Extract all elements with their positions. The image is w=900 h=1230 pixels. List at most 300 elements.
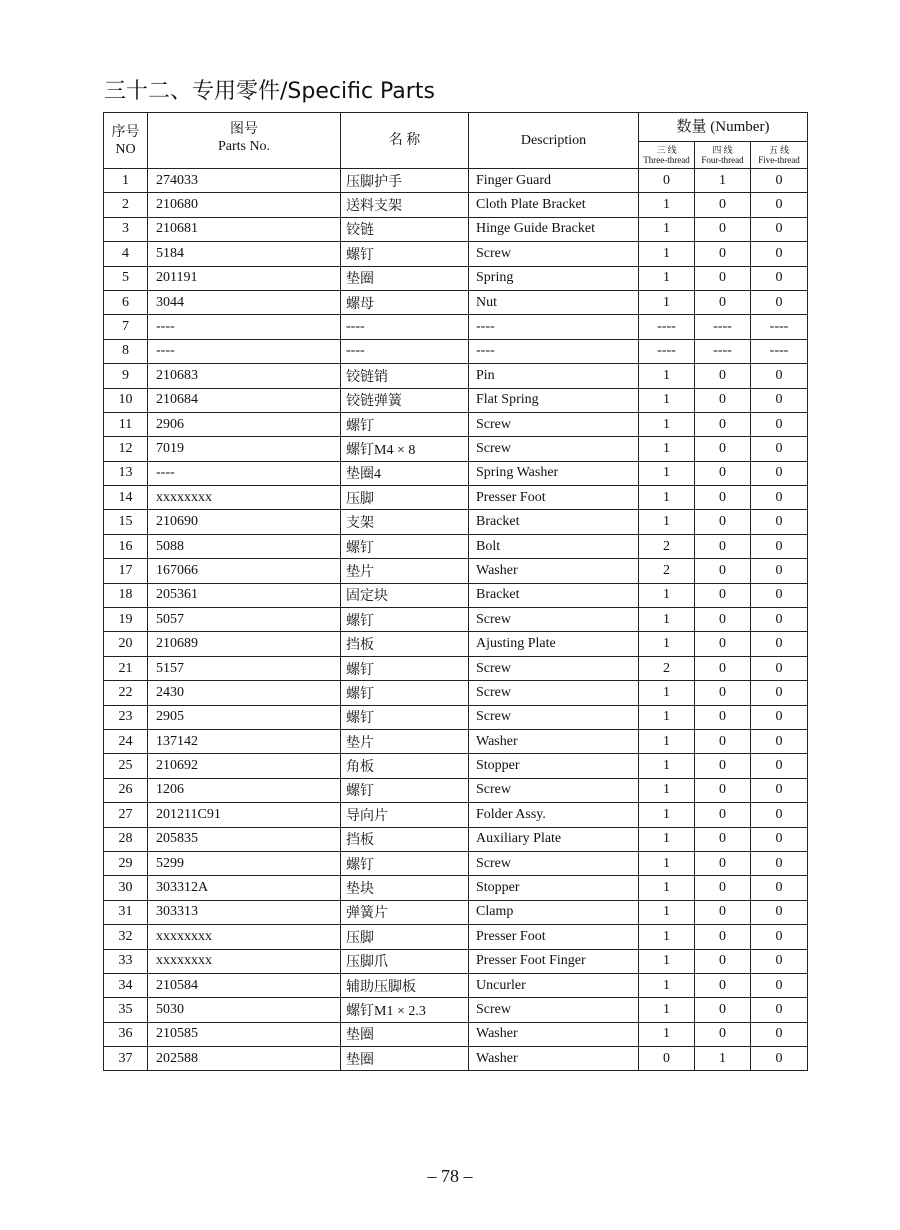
row-no: 11 [104, 412, 148, 436]
row-description: ---- [469, 315, 639, 339]
header-no-en: NO [115, 141, 136, 157]
row-description: Presser Foot [469, 486, 639, 510]
table-row [104, 510, 808, 534]
table-row [104, 608, 808, 632]
header-parts-no [148, 113, 341, 169]
row-part-no: 210680 [148, 193, 341, 217]
row-no: 4 [104, 242, 148, 266]
row-qty-three: 1 [639, 290, 695, 314]
row-description: Screw [469, 851, 639, 875]
header-five-thread [751, 142, 808, 169]
row-qty-three: 1 [639, 949, 695, 973]
row-qty-five: 0 [751, 656, 808, 680]
row-qty-three: 1 [639, 876, 695, 900]
row-qty-four: ---- [695, 339, 751, 363]
row-qty-five: 0 [751, 217, 808, 241]
row-qty-four: 0 [695, 729, 751, 753]
row-part-no: 2430 [148, 681, 341, 705]
row-no: 16 [104, 534, 148, 558]
row-name: 压脚 [341, 925, 469, 949]
header-no-cn: 序号 [111, 124, 140, 140]
row-part-no: 201191 [148, 266, 341, 290]
table-row [104, 729, 808, 753]
row-no: 15 [104, 510, 148, 534]
row-description: Finger Guard [469, 169, 639, 193]
row-qty-five: ---- [751, 315, 808, 339]
row-qty-three: 1 [639, 364, 695, 388]
page-title: 三十二、专用零件/Specific Parts [104, 79, 435, 104]
row-part-no: ---- [148, 461, 341, 485]
row-no: 36 [104, 1022, 148, 1046]
row-qty-four: 0 [695, 803, 751, 827]
header-four-thread [695, 142, 751, 169]
row-name: 挡板 [341, 827, 469, 851]
header-four-en: Four-thread [701, 155, 744, 165]
row-qty-five: 0 [751, 973, 808, 997]
row-name: 固定块 [341, 583, 469, 607]
row-description: Screw [469, 242, 639, 266]
table-row [104, 217, 808, 241]
row-qty-four: 0 [695, 388, 751, 412]
row-qty-three: 1 [639, 925, 695, 949]
row-name: 垫块 [341, 876, 469, 900]
row-qty-three: 1 [639, 437, 695, 461]
row-qty-four: 0 [695, 705, 751, 729]
row-qty-four: 0 [695, 827, 751, 851]
row-no: 5 [104, 266, 148, 290]
row-name: 支架 [341, 510, 469, 534]
row-name: 垫圈4 [341, 461, 469, 485]
row-qty-three: 1 [639, 583, 695, 607]
row-no: 32 [104, 925, 148, 949]
row-qty-five: 0 [751, 534, 808, 558]
row-qty-four: 1 [695, 169, 751, 193]
row-qty-four: 0 [695, 876, 751, 900]
row-no: 24 [104, 729, 148, 753]
row-qty-four: ---- [695, 315, 751, 339]
row-qty-five: 0 [751, 681, 808, 705]
row-qty-three: ---- [639, 339, 695, 363]
row-qty-five: 0 [751, 486, 808, 510]
row-no: 8 [104, 339, 148, 363]
header-description: Description [469, 113, 639, 169]
row-description: Screw [469, 608, 639, 632]
row-no: 19 [104, 608, 148, 632]
row-name: ---- [341, 339, 469, 363]
row-name: 螺钉 [341, 681, 469, 705]
table-row [104, 266, 808, 290]
table-row [104, 876, 808, 900]
row-description: Bracket [469, 583, 639, 607]
row-qty-five: 0 [751, 705, 808, 729]
row-qty-four: 0 [695, 851, 751, 875]
row-qty-four: 0 [695, 461, 751, 485]
row-qty-four: 0 [695, 778, 751, 802]
row-qty-five: 0 [751, 461, 808, 485]
table-row [104, 632, 808, 656]
row-name: 螺钉 [341, 412, 469, 436]
table-row [104, 559, 808, 583]
row-name: 螺钉 [341, 242, 469, 266]
row-description: Bracket [469, 510, 639, 534]
row-name: 垫圈 [341, 1022, 469, 1046]
row-qty-five: 0 [751, 925, 808, 949]
row-qty-five: 0 [751, 876, 808, 900]
row-no: 9 [104, 364, 148, 388]
row-name: 垫圈 [341, 266, 469, 290]
row-no: 25 [104, 754, 148, 778]
row-description: Washer [469, 559, 639, 583]
row-qty-three: 1 [639, 851, 695, 875]
row-name: 垫片 [341, 729, 469, 753]
row-name: 螺钉 [341, 656, 469, 680]
row-qty-five: 0 [751, 388, 808, 412]
table-row [104, 364, 808, 388]
row-qty-three: 1 [639, 803, 695, 827]
row-name: 铰链销 [341, 364, 469, 388]
row-part-no: 274033 [148, 169, 341, 193]
table-row [104, 900, 808, 924]
table-row [104, 998, 808, 1022]
row-description: Spring [469, 266, 639, 290]
row-qty-five: 0 [751, 242, 808, 266]
row-description: Screw [469, 656, 639, 680]
row-description: Hinge Guide Bracket [469, 217, 639, 241]
row-qty-three: 2 [639, 656, 695, 680]
row-description: Washer [469, 729, 639, 753]
table-row [104, 803, 808, 827]
row-no: 37 [104, 1047, 148, 1071]
row-qty-five: 0 [751, 169, 808, 193]
header-five-en: Five-thread [758, 155, 800, 165]
table-row [104, 290, 808, 314]
row-qty-three: 1 [639, 608, 695, 632]
row-qty-four: 0 [695, 242, 751, 266]
row-name: ---- [341, 315, 469, 339]
row-name: 垫片 [341, 559, 469, 583]
row-part-no: 210692 [148, 754, 341, 778]
row-description: Washer [469, 1022, 639, 1046]
row-qty-three: 1 [639, 998, 695, 1022]
row-qty-three: 1 [639, 486, 695, 510]
header-parts-en: Parts No. [217, 139, 271, 154]
row-qty-three: 2 [639, 534, 695, 558]
row-no: 18 [104, 583, 148, 607]
row-name: 导向片 [341, 803, 469, 827]
row-no: 27 [104, 803, 148, 827]
row-name: 螺钉M4 × 8 [341, 437, 469, 461]
row-no: 2 [104, 193, 148, 217]
row-no: 20 [104, 632, 148, 656]
row-description: Clamp [469, 900, 639, 924]
row-qty-three: 1 [639, 778, 695, 802]
row-qty-three: 1 [639, 461, 695, 485]
header-number: 数量 (Number) [639, 113, 808, 142]
row-no: 28 [104, 827, 148, 851]
row-qty-four: 0 [695, 949, 751, 973]
row-no: 26 [104, 778, 148, 802]
table-row [104, 242, 808, 266]
row-qty-five: 0 [751, 754, 808, 778]
row-no: 13 [104, 461, 148, 485]
row-description: Folder Assy. [469, 803, 639, 827]
row-part-no: 3044 [148, 290, 341, 314]
row-description: Washer [469, 1047, 639, 1071]
row-qty-five: 0 [751, 266, 808, 290]
row-qty-three: 1 [639, 900, 695, 924]
row-qty-four: 0 [695, 486, 751, 510]
row-qty-five: 0 [751, 851, 808, 875]
row-no: 17 [104, 559, 148, 583]
table-row [104, 1047, 808, 1071]
table-row [104, 315, 808, 339]
row-qty-five: 0 [751, 559, 808, 583]
row-qty-four: 0 [695, 193, 751, 217]
row-description: Auxiliary Plate [469, 827, 639, 851]
row-description: Spring Washer [469, 461, 639, 485]
row-name: 垫圈 [341, 1047, 469, 1071]
row-description: Screw [469, 778, 639, 802]
row-qty-three: ---- [639, 315, 695, 339]
row-part-no: 167066 [148, 559, 341, 583]
row-qty-three: 1 [639, 632, 695, 656]
row-part-no: 303312A [148, 876, 341, 900]
row-description: Bolt [469, 534, 639, 558]
row-name: 辅助压脚板 [341, 973, 469, 997]
row-no: 34 [104, 973, 148, 997]
row-part-no: 210585 [148, 1022, 341, 1046]
table-row [104, 1022, 808, 1046]
row-no: 7 [104, 315, 148, 339]
header-name: 名 称 [341, 113, 469, 169]
row-description: Pin [469, 364, 639, 388]
row-name: 螺钉 [341, 534, 469, 558]
parts-table [103, 112, 808, 1071]
row-qty-three: 1 [639, 412, 695, 436]
row-qty-four: 0 [695, 534, 751, 558]
row-qty-five: 0 [751, 290, 808, 314]
row-part-no: 210681 [148, 217, 341, 241]
row-qty-four: 0 [695, 510, 751, 534]
row-part-no: xxxxxxxx [148, 486, 341, 510]
row-part-no: 137142 [148, 729, 341, 753]
row-qty-four: 0 [695, 681, 751, 705]
row-part-no: 5030 [148, 998, 341, 1022]
row-description: Presser Foot Finger [469, 949, 639, 973]
row-qty-five: 0 [751, 437, 808, 461]
row-description: ---- [469, 339, 639, 363]
header-three-cn: 三 线 [656, 145, 677, 155]
row-qty-three: 0 [639, 1047, 695, 1071]
row-description: Screw [469, 705, 639, 729]
table-row [104, 193, 808, 217]
header-parts-cn: 图号 [230, 122, 258, 137]
row-qty-three: 1 [639, 266, 695, 290]
row-part-no: 7019 [148, 437, 341, 461]
row-qty-five: 0 [751, 827, 808, 851]
table-row [104, 169, 808, 193]
row-no: 6 [104, 290, 148, 314]
table-row [104, 754, 808, 778]
header-four-cn: 四 线 [712, 145, 733, 155]
row-qty-five: 0 [751, 900, 808, 924]
row-qty-four: 0 [695, 656, 751, 680]
row-name: 压脚爪 [341, 949, 469, 973]
row-name: 压脚护手 [341, 169, 469, 193]
row-part-no: 210684 [148, 388, 341, 412]
row-part-no: 5088 [148, 534, 341, 558]
table-row [104, 486, 808, 510]
row-qty-three: 1 [639, 242, 695, 266]
row-description: Screw [469, 681, 639, 705]
row-qty-four: 0 [695, 632, 751, 656]
row-qty-five: 0 [751, 510, 808, 534]
row-part-no: 5157 [148, 656, 341, 680]
row-qty-four: 0 [695, 437, 751, 461]
row-qty-three: 1 [639, 754, 695, 778]
row-qty-five: 0 [751, 1047, 808, 1071]
row-qty-five: 0 [751, 729, 808, 753]
row-description: Uncurler [469, 973, 639, 997]
row-name: 压脚 [341, 486, 469, 510]
row-name: 螺钉 [341, 608, 469, 632]
row-qty-five: 0 [751, 193, 808, 217]
table-row [104, 461, 808, 485]
row-part-no: 2906 [148, 412, 341, 436]
header-three-en: Three-thread [643, 155, 690, 165]
table-row [104, 656, 808, 680]
table-row [104, 827, 808, 851]
row-part-no: ---- [148, 315, 341, 339]
row-qty-four: 0 [695, 559, 751, 583]
row-no: 10 [104, 388, 148, 412]
table-row [104, 925, 808, 949]
table-row [104, 778, 808, 802]
row-part-no: 210690 [148, 510, 341, 534]
row-description: Ajusting Plate [469, 632, 639, 656]
table-row [104, 339, 808, 363]
row-description: Screw [469, 998, 639, 1022]
row-no: 31 [104, 900, 148, 924]
row-qty-five: 0 [751, 1022, 808, 1046]
row-qty-five: 0 [751, 412, 808, 436]
row-qty-three: 1 [639, 973, 695, 997]
row-no: 22 [104, 681, 148, 705]
table-row [104, 437, 808, 461]
row-name: 弹簧片 [341, 900, 469, 924]
row-description: Screw [469, 412, 639, 436]
table-row [104, 534, 808, 558]
row-description: Stopper [469, 876, 639, 900]
row-name: 螺母 [341, 290, 469, 314]
row-no: 30 [104, 876, 148, 900]
row-name: 铰链 [341, 217, 469, 241]
row-qty-four: 0 [695, 1022, 751, 1046]
row-qty-three: 2 [639, 559, 695, 583]
row-qty-four: 0 [695, 973, 751, 997]
row-qty-five: ---- [751, 339, 808, 363]
row-part-no: 205361 [148, 583, 341, 607]
row-qty-five: 0 [751, 364, 808, 388]
row-qty-four: 0 [695, 608, 751, 632]
table-row [104, 949, 808, 973]
row-name: 螺钉 [341, 851, 469, 875]
row-name: 角板 [341, 754, 469, 778]
row-qty-three: 0 [639, 169, 695, 193]
row-part-no: 2905 [148, 705, 341, 729]
row-part-no: xxxxxxxx [148, 949, 341, 973]
row-qty-five: 0 [751, 949, 808, 973]
header-no [104, 113, 148, 169]
row-part-no: 210584 [148, 973, 341, 997]
table-row [104, 388, 808, 412]
row-description: Cloth Plate Bracket [469, 193, 639, 217]
row-part-no: 303313 [148, 900, 341, 924]
row-qty-four: 0 [695, 412, 751, 436]
row-qty-four: 0 [695, 217, 751, 241]
page-number: – 78 – [427, 1166, 473, 1186]
row-part-no: 202588 [148, 1047, 341, 1071]
row-no: 33 [104, 949, 148, 973]
row-qty-four: 0 [695, 364, 751, 388]
row-qty-four: 0 [695, 754, 751, 778]
row-qty-three: 1 [639, 705, 695, 729]
row-part-no: 5184 [148, 242, 341, 266]
row-qty-four: 0 [695, 583, 751, 607]
row-part-no: 205835 [148, 827, 341, 851]
row-no: 1 [104, 169, 148, 193]
row-name: 螺钉 [341, 705, 469, 729]
row-description: Flat Spring [469, 388, 639, 412]
row-no: 3 [104, 217, 148, 241]
row-name: 螺钉 [341, 778, 469, 802]
row-part-no: 1206 [148, 778, 341, 802]
row-part-no: 210683 [148, 364, 341, 388]
row-qty-five: 0 [751, 998, 808, 1022]
row-qty-five: 0 [751, 583, 808, 607]
row-qty-three: 1 [639, 510, 695, 534]
table-row [104, 681, 808, 705]
row-name: 铰链弹簧 [341, 388, 469, 412]
row-qty-three: 1 [639, 388, 695, 412]
row-qty-three: 1 [639, 1022, 695, 1046]
row-part-no: ---- [148, 339, 341, 363]
row-qty-five: 0 [751, 608, 808, 632]
row-description: Stopper [469, 754, 639, 778]
row-part-no: 201211C91 [148, 803, 341, 827]
row-part-no: 5057 [148, 608, 341, 632]
row-no: 12 [104, 437, 148, 461]
row-qty-three: 1 [639, 193, 695, 217]
row-name: 螺钉M1 × 2.3 [341, 998, 469, 1022]
header-three-thread [639, 142, 695, 169]
row-qty-three: 1 [639, 729, 695, 753]
table-row [104, 412, 808, 436]
table-row [104, 851, 808, 875]
row-qty-five: 0 [751, 803, 808, 827]
row-qty-four: 0 [695, 290, 751, 314]
row-description: Nut [469, 290, 639, 314]
row-qty-five: 0 [751, 632, 808, 656]
row-part-no: xxxxxxxx [148, 925, 341, 949]
row-no: 14 [104, 486, 148, 510]
row-qty-four: 0 [695, 900, 751, 924]
row-name: 送料支架 [341, 193, 469, 217]
row-no: 23 [104, 705, 148, 729]
row-name: 挡板 [341, 632, 469, 656]
row-qty-four: 0 [695, 925, 751, 949]
row-qty-five: 0 [751, 778, 808, 802]
